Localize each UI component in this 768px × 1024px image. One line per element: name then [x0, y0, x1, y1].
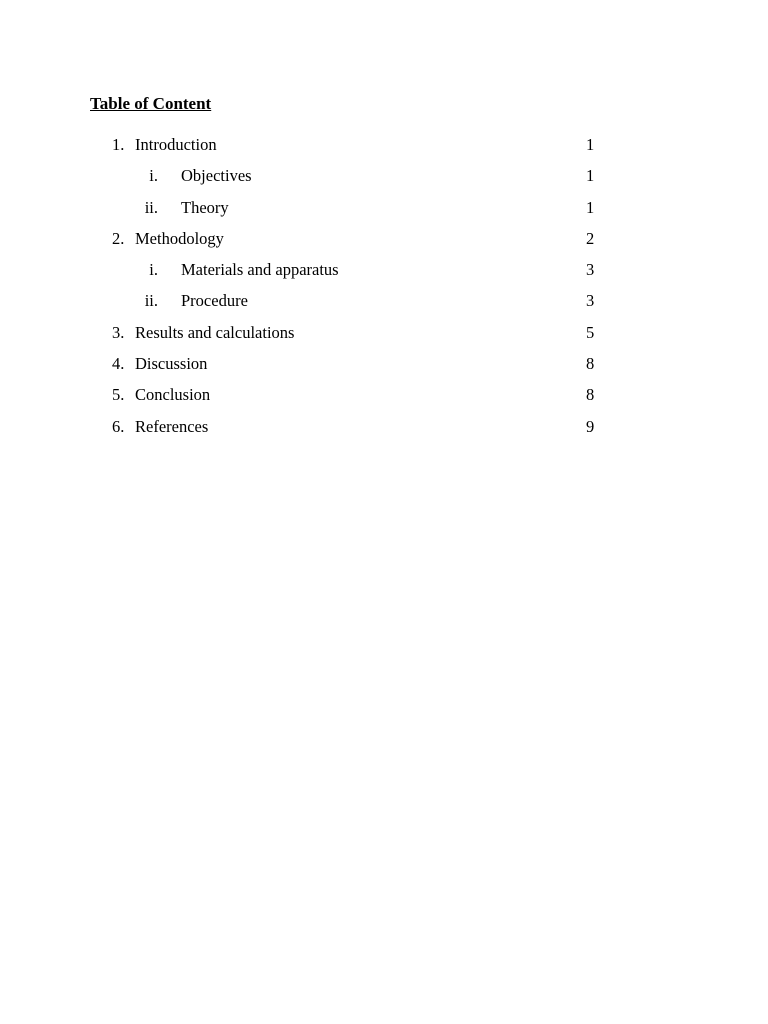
toc-entry-number: 2. — [112, 228, 125, 248]
toc-entry-page: 1 — [586, 197, 595, 217]
toc-entry-page: 1 — [586, 166, 595, 186]
toc-subentry — [0, 165, 768, 196]
toc-entry-label: Methodology — [135, 228, 224, 248]
toc-entry-number: 6. — [112, 416, 125, 436]
toc-entry-label: Procedure — [181, 291, 248, 311]
toc-entry-page: 5 — [586, 322, 595, 342]
toc-entry-page: 8 — [586, 385, 595, 405]
toc-entry-label: Introduction — [135, 135, 217, 154]
toc-entry-number: 4. — [112, 354, 125, 374]
toc-entry-label: References — [135, 416, 209, 436]
toc-entry-number: 3. — [112, 322, 125, 342]
toc-entry-page: 8 — [586, 354, 595, 374]
toc-entry-number: ii. — [144, 197, 158, 217]
toc-entry-label: Objectives — [181, 166, 252, 186]
toc-entry — [0, 228, 768, 259]
toc-entry-number: ii. — [144, 291, 158, 311]
toc-entry-page: 3 — [586, 260, 595, 280]
toc-entry-label: Theory — [181, 197, 229, 217]
toc-entry — [0, 384, 768, 415]
toc-subentry — [0, 197, 768, 228]
toc-entry-label: Materials and apparatus — [181, 260, 339, 280]
toc-subentry — [0, 290, 768, 321]
toc-entry-page: 3 — [586, 291, 595, 311]
toc-entry-label: Results and calculations — [135, 322, 295, 342]
toc-entry — [0, 134, 768, 165]
toc-entry — [0, 416, 768, 447]
toc-entry-number: i. — [149, 166, 158, 186]
toc-entry-number: 5. — [112, 385, 125, 405]
toc-entry-number: i. — [149, 260, 158, 280]
toc-entry-number: 1. — [112, 135, 125, 154]
toc-entry — [0, 322, 768, 353]
toc-entry-page: 1 — [586, 135, 595, 154]
toc-entry-page: 2 — [586, 228, 595, 248]
toc-entry-page: 9 — [586, 416, 595, 436]
toc-entry — [0, 353, 768, 384]
toc-subentry — [0, 259, 768, 290]
toc-entry-label: Conclusion — [135, 385, 211, 405]
toc-entry-label: Discussion — [135, 354, 208, 374]
page-title: Table of Content — [90, 94, 212, 113]
toc-list — [0, 134, 768, 447]
